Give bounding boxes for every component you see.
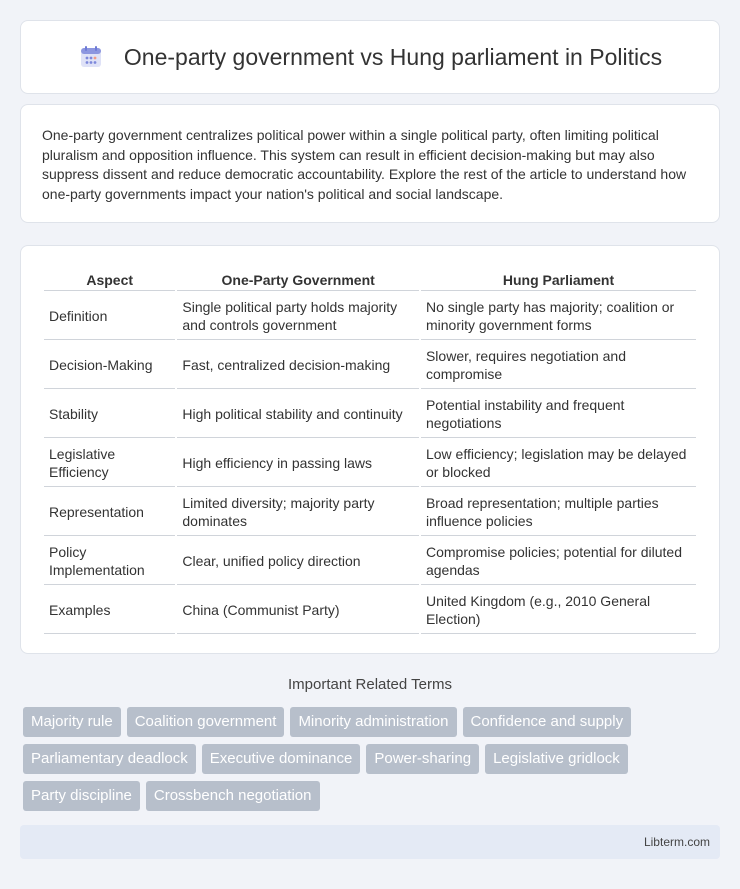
page-title: One-party government vs Hung parliament in Politics: [123, 43, 663, 70]
aspect-cell: Decision-Making: [44, 342, 175, 389]
related-term-tag[interactable]: Parliamentary deadlock: [23, 744, 196, 774]
related-term-tag[interactable]: Crossbench negotiation: [146, 781, 320, 811]
table-row: [44, 538, 696, 585]
hung-parliament-cell: Low efficiency; legislation may be delayed or blocked: [421, 440, 696, 487]
column-header: Hung Parliament: [421, 268, 696, 291]
hung-parliament-cell: Compromise policies; potential for diluted agendas: [421, 538, 696, 585]
title-wrap: [78, 44, 662, 71]
header-card: [20, 20, 720, 94]
related-term-tag[interactable]: Majority rule: [23, 707, 121, 737]
aspect-cell: Examples: [44, 587, 175, 634]
aspect-cell: Representation: [44, 489, 175, 536]
hung-parliament-cell: Potential instability and frequent negotiations: [421, 391, 696, 438]
column-header: Aspect: [44, 268, 175, 291]
table-row: [44, 293, 696, 340]
related-terms-list: [23, 707, 703, 818]
one-party-cell: Limited diversity; majority party dominates: [177, 489, 419, 536]
one-party-cell: Fast, centralized decision-making: [177, 342, 419, 389]
aspect-cell: Policy Implementation: [44, 538, 175, 585]
related-term-tag[interactable]: Confidence and supply: [463, 707, 632, 737]
comparison-table: [42, 266, 698, 636]
aspect-cell: Stability: [44, 391, 175, 438]
related-term-tag[interactable]: Legislative gridlock: [485, 744, 628, 774]
hung-parliament-cell: Broad representation; multiple parties influence policies: [421, 489, 696, 536]
hung-parliament-cell: Slower, requires negotiation and compromise: [421, 342, 696, 389]
comparison-card: [20, 245, 720, 654]
one-party-cell: High political stability and continuity: [177, 391, 419, 438]
table-header-row: [44, 268, 696, 291]
related-term-tag[interactable]: Executive dominance: [202, 744, 361, 774]
hung-parliament-cell: United Kingdom (e.g., 2010 General Election): [421, 587, 696, 634]
table-row: [44, 440, 696, 487]
intro-text: One-party government centralizes political power within a single political party, often limiting political pluralism and opposition influence. This system can result in efficient decision-making but may also suppress dissent and reduce democratic accountability. Explore the rest of the article to understand how one-party governments impact your nation's political and social landscape.: [42, 127, 687, 202]
column-header: One-Party Government: [177, 268, 419, 291]
table-row: [44, 391, 696, 438]
calendar-icon: [78, 44, 104, 70]
table-row: [44, 342, 696, 389]
one-party-cell: Clear, unified policy direction: [177, 538, 419, 585]
related-term-tag[interactable]: Minority administration: [290, 707, 456, 737]
one-party-cell: Single political party holds majority and controls government: [177, 293, 419, 340]
one-party-cell: China (Communist Party): [177, 587, 419, 634]
hung-parliament-cell: No single party has majority; coalition or minority government forms: [421, 293, 696, 340]
footer-site-link[interactable]: Libterm.com: [643, 835, 710, 849]
footer-bar: [20, 825, 720, 859]
table-row: [44, 489, 696, 536]
related-term-tag[interactable]: Party discipline: [23, 781, 140, 811]
intro-card: [20, 104, 720, 223]
related-term-tag[interactable]: Coalition government: [127, 707, 285, 737]
aspect-cell: Definition: [44, 293, 175, 340]
table-row: [44, 587, 696, 634]
related-term-tag[interactable]: Power-sharing: [366, 744, 479, 774]
one-party-cell: High efficiency in passing laws: [177, 440, 419, 487]
related-terms-heading: Important Related Terms: [288, 676, 452, 693]
aspect-cell: Legislative Efficiency: [44, 440, 175, 487]
